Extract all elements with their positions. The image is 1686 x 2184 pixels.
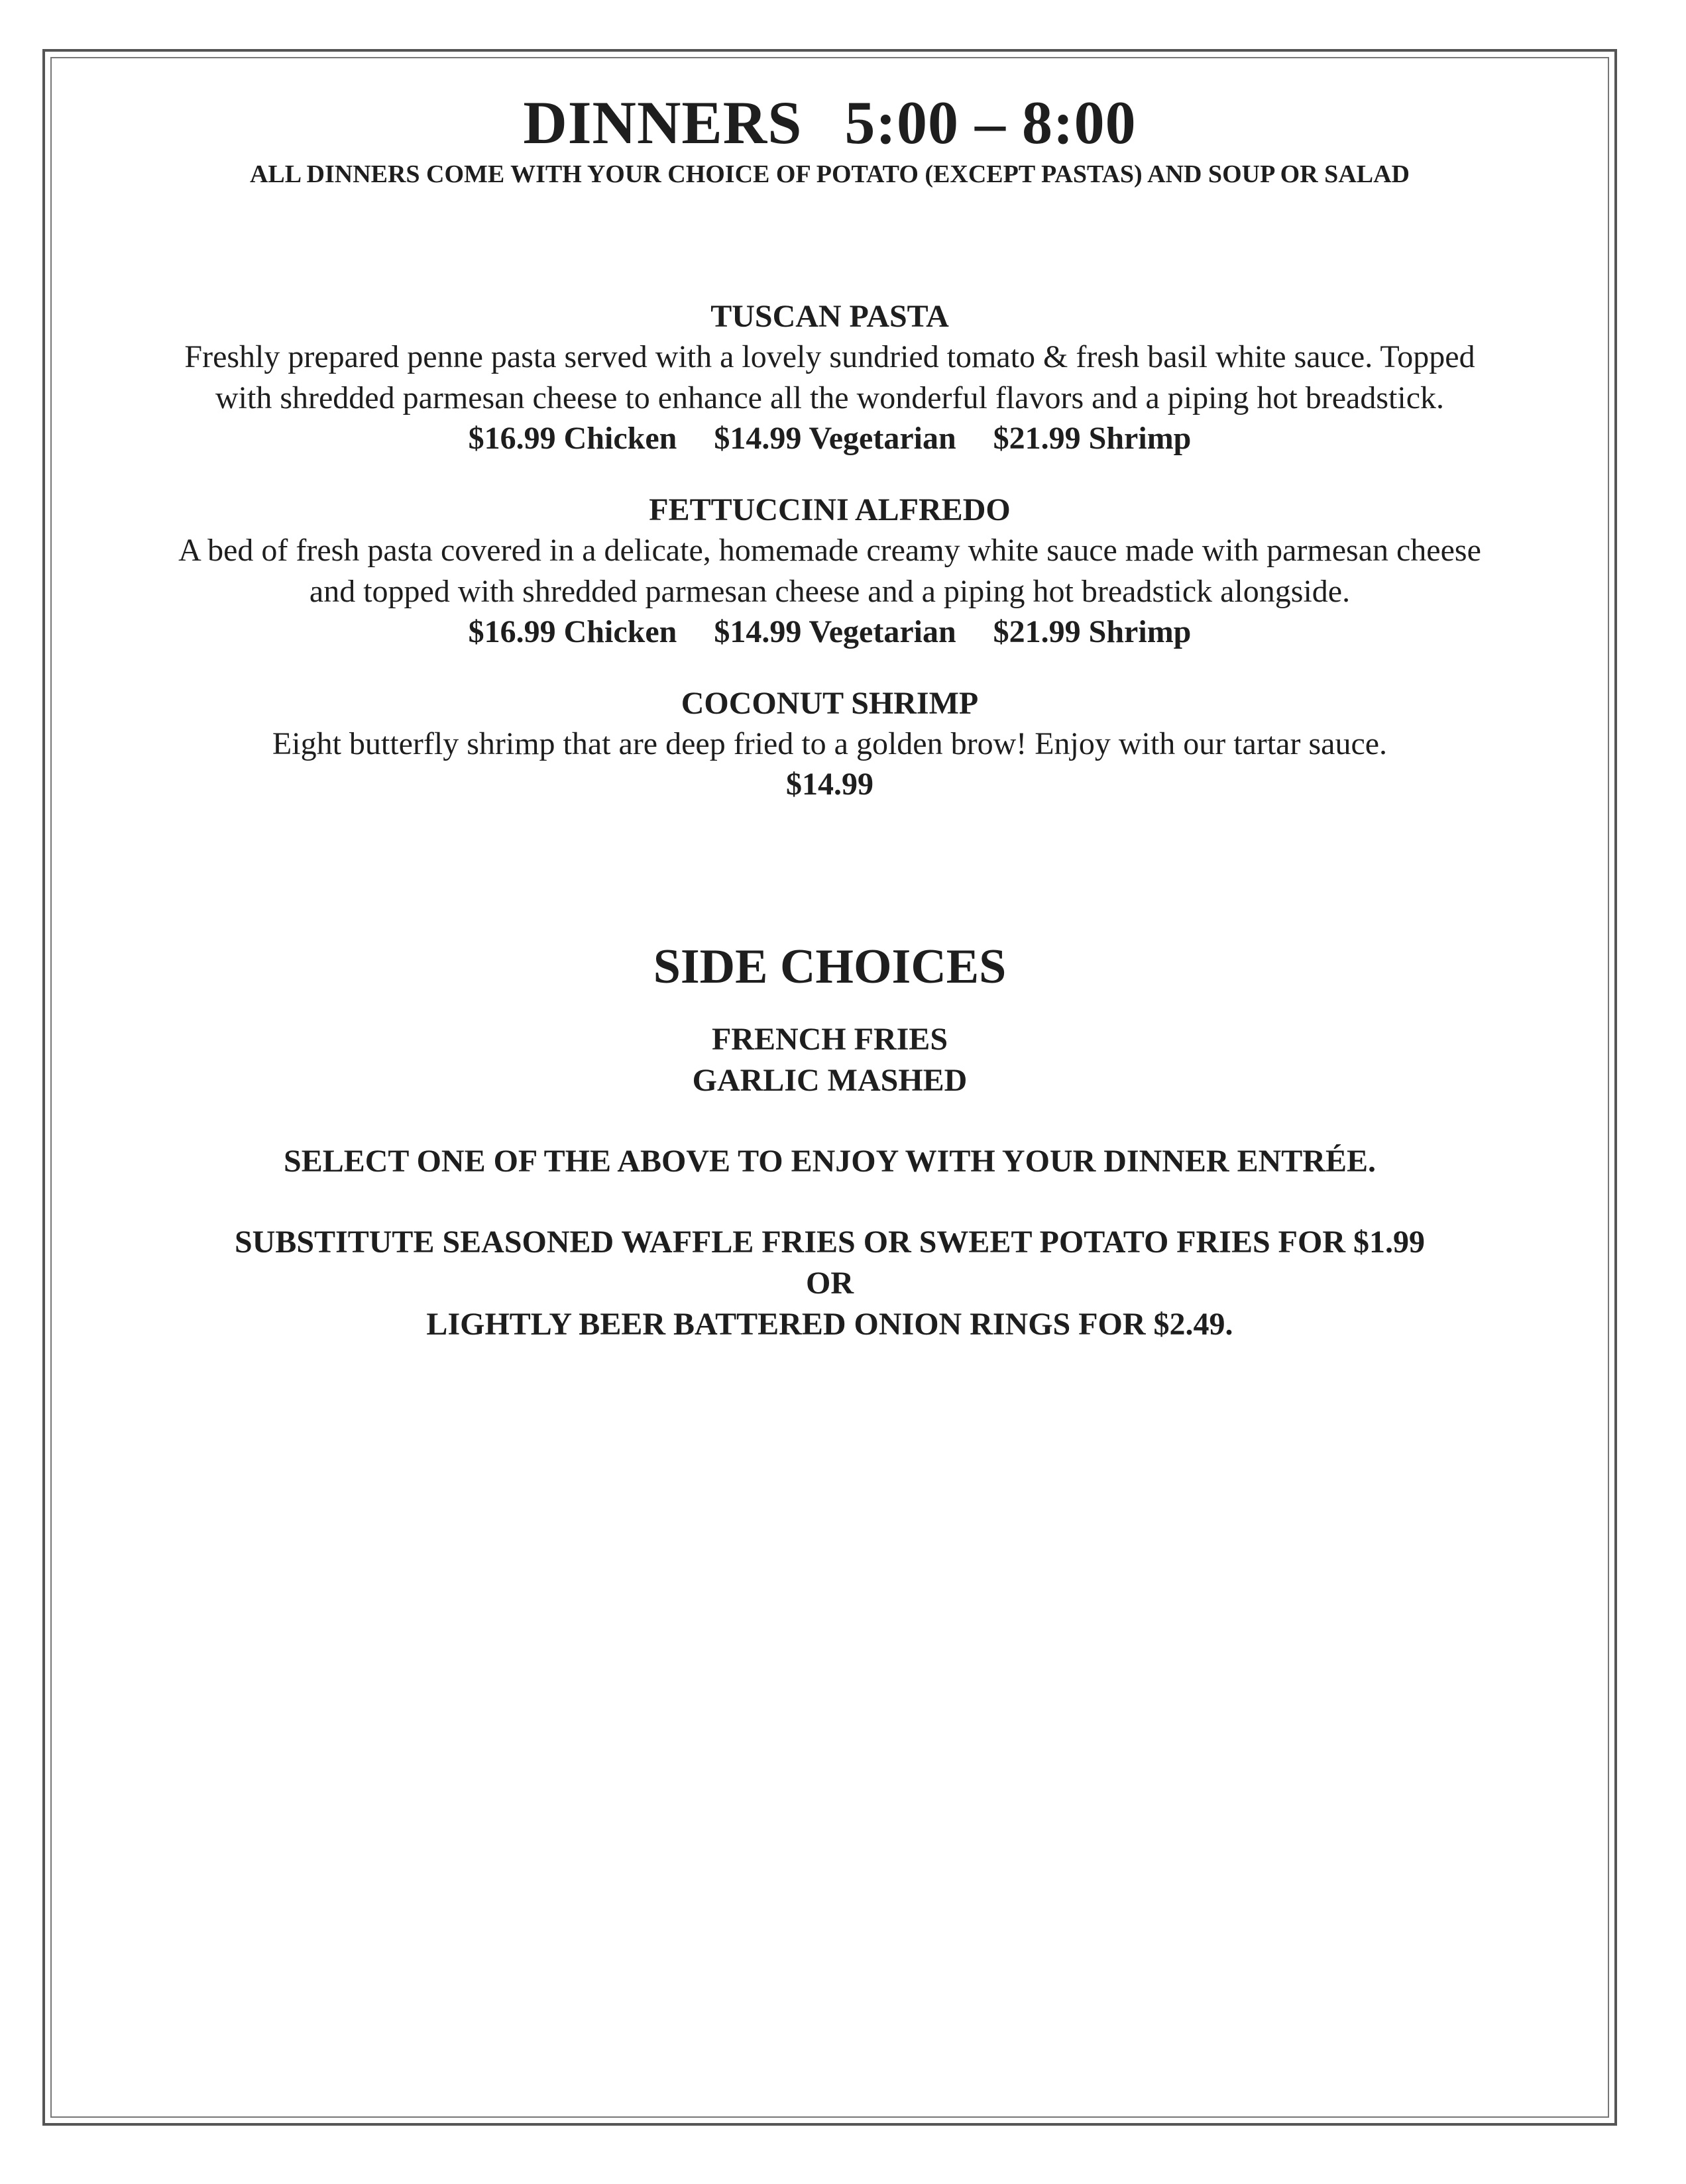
menu-title xyxy=(56,86,1604,159)
dish-price: $14.99 xyxy=(786,767,873,802)
substitute-or: OR xyxy=(806,1266,854,1301)
price-chicken: $16.99 Chicken xyxy=(468,614,677,649)
dish-prices xyxy=(56,419,1604,459)
dish-name: FETTUCCINI ALFREDO xyxy=(649,492,1011,527)
menu-title-word: DINNERS xyxy=(523,89,803,156)
menu-title-hours: 5:00 – 8:00 xyxy=(844,89,1137,156)
price-shrimp: $21.99 Shrimp xyxy=(993,614,1192,649)
menu-content xyxy=(56,80,1604,1345)
dish-description-line: Eight butterfly shrimp that are deep fried to a golden brow! Enjoy with our tartar sauce. xyxy=(272,726,1388,761)
substitute-note xyxy=(56,1222,1604,1345)
dish-description-line: Freshly prepared penne pasta served with a lovely sundried tomato & fresh basil white sauce. Topped xyxy=(184,339,1475,374)
side-choices-title: SIDE CHOICES xyxy=(653,940,1007,994)
side-choices-list xyxy=(56,1019,1604,1101)
select-note: SELECT ONE OF THE ABOVE TO ENJOY WITH YOUR DINNER ENTRÉE. xyxy=(284,1144,1376,1179)
price-vegetarian: $14.99 Vegetarian xyxy=(714,614,956,649)
dish-description-line: and topped with shredded parmesan cheese and a piping hot breadstick alongside. xyxy=(309,574,1351,609)
price-chicken: $16.99 Chicken xyxy=(468,421,677,456)
side-item: GARLIC MASHED xyxy=(692,1063,968,1098)
dish-name: COCONUT SHRIMP xyxy=(681,686,979,721)
menu-subtitle: ALL DINNERS COME WITH YOUR CHOICE OF POTATO (EXCEPT PASTAS) AND SOUP OR SALAD xyxy=(249,160,1410,188)
dish-prices xyxy=(56,612,1604,652)
price-shrimp: $21.99 Shrimp xyxy=(993,421,1192,456)
dish-tuscan-pasta xyxy=(56,297,1604,459)
substitute-line: SUBSTITUTE SEASONED WAFFLE FRIES OR SWEET POTATO FRIES FOR $1.99 xyxy=(234,1225,1425,1260)
price-vegetarian: $14.99 Vegetarian xyxy=(714,421,956,456)
substitute-line: LIGHTLY BEER BATTERED ONION RINGS FOR $2.49. xyxy=(426,1307,1233,1342)
dish-coconut-shrimp xyxy=(56,684,1604,804)
dish-name: TUSCAN PASTA xyxy=(710,299,949,334)
dish-description-line: A bed of fresh pasta covered in a delicate, homemade creamy white sauce made with parmesan cheese xyxy=(178,533,1481,568)
dish-fettuccini-alfredo xyxy=(56,490,1604,652)
side-item: FRENCH FRIES xyxy=(711,1022,948,1057)
dish-description-line: with shredded parmesan cheese to enhance all the wonderful flavors and a piping hot breadstick. xyxy=(215,380,1445,415)
